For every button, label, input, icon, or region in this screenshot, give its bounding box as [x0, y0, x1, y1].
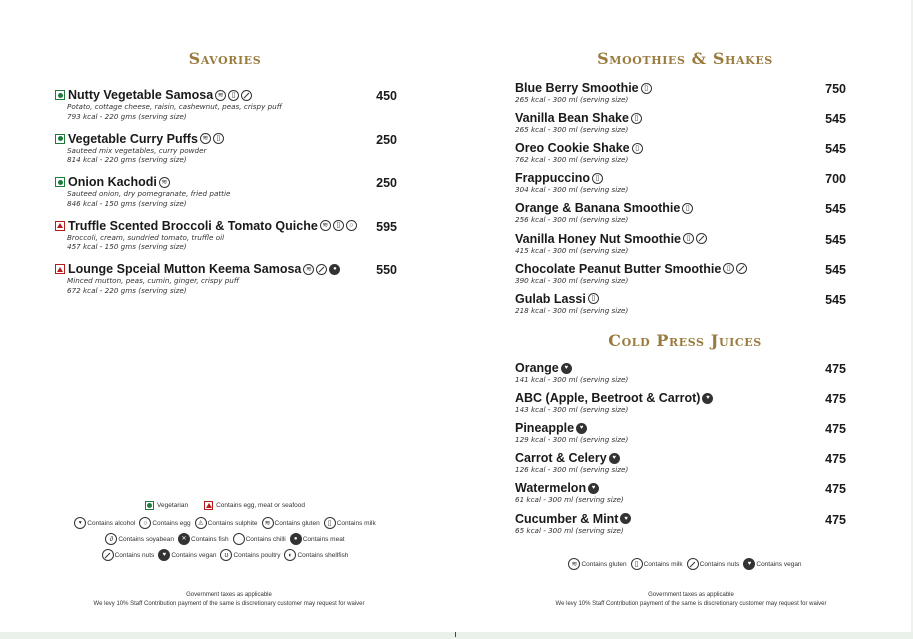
legend-entry [105, 533, 174, 545]
legend-label: Contains vegan [171, 551, 217, 559]
smoothies-title: Smoothies & Shakes [597, 49, 773, 68]
menu-item-calories: 61 kcal - 300 ml (serving size) [515, 495, 624, 505]
milk-icon [324, 517, 336, 529]
legend-label: Vegetarian [157, 502, 189, 509]
vegan-icon [158, 549, 170, 561]
legend-label: Contains alcohol [87, 519, 136, 527]
milk-icon [723, 263, 734, 274]
legend-label: Contains chilli [245, 535, 286, 543]
savories-title: Savories [188, 49, 262, 68]
menu-item-name: Lounge Spceial Mutton Keema Samosa [68, 262, 302, 276]
menu-item-name: Orange & Banana Smoothie [515, 201, 681, 216]
legend-label: Contains meat [302, 535, 345, 543]
menu-item-name: Vanilla Honey Nut Smoothie [515, 231, 681, 246]
menu-item-name: Vegetable Curry Puffs [68, 131, 198, 146]
legend-entry [178, 533, 229, 545]
menu-item [515, 451, 628, 475]
menu-item-price: 550 [376, 263, 397, 277]
footer [4, 591, 454, 608]
menu-item-calories: 129 kcal - 300 ml (serving size) [515, 435, 629, 445]
menu-item-price: 475 [825, 452, 846, 467]
egg-icon [346, 220, 357, 231]
menu-item-name-row [515, 171, 628, 185]
vegan-icon [702, 393, 713, 404]
menu-item-name-row [55, 132, 224, 146]
meat-icon [329, 264, 340, 275]
nut-icon [696, 233, 707, 244]
menu-item-name: Vanilla Bean Shake [515, 111, 629, 126]
menu-item-name-row [515, 451, 628, 465]
nonveg-icon [55, 221, 65, 231]
soy-icon [105, 533, 117, 545]
menu-item [515, 141, 643, 165]
menu-item [55, 262, 340, 295]
menu-item-name-row [55, 262, 340, 276]
milk-icon [632, 143, 643, 154]
bottom-strip [0, 632, 913, 639]
veg-icon [55, 134, 65, 144]
menu-item-price: 595 [376, 219, 397, 234]
footer-taxes: Government taxes as applicable [186, 592, 272, 598]
vegan-icon [576, 423, 587, 434]
menu-item-calories: 265 kcal - 300 ml (serving size) [515, 125, 629, 135]
menu-item-calories: 846 kcal - 150 gms (serving size) [67, 198, 187, 208]
legend-label: Contains egg [152, 519, 191, 527]
legend-entry [687, 558, 740, 570]
footer-staff-contribution-right: We levy 10% Staff Contribution payment of the same is discretionary customer may request for waiver [555, 600, 827, 607]
menu-item-price: 545 [825, 202, 846, 217]
menu-item [515, 232, 707, 256]
veg-icon [55, 177, 65, 187]
footer-right [466, 591, 913, 608]
milk-icon [631, 558, 643, 570]
nut-icon [316, 264, 327, 275]
legend-entry [195, 517, 258, 529]
milk-icon [213, 133, 224, 144]
poultry-icon [220, 549, 232, 561]
juices-title: Cold Press Juices [608, 331, 762, 350]
vegan-icon [620, 513, 631, 524]
menu-item-name: Frappuccino [515, 171, 591, 186]
menu-item-name-row [515, 111, 642, 125]
milk-icon [228, 90, 239, 101]
menu-item-name-row [515, 201, 693, 215]
milk-icon [588, 293, 599, 304]
chilli-icon [233, 533, 245, 545]
menu-item-price: 475 [825, 362, 846, 376]
menu-item-name-row [55, 219, 357, 233]
menu-item-calories: 814 kcal - 220 gms (serving size) [67, 155, 187, 164]
menu-item-name-row [515, 292, 628, 306]
menu-item [515, 171, 628, 195]
menu-item-price: 545 [825, 112, 846, 127]
menu-item-price: 545 [825, 292, 846, 307]
gluten-icon [200, 133, 211, 144]
legend-label: Contains gluten [274, 519, 320, 527]
menu-item-name: ABC (Apple, Beetroot & Carrot) [515, 391, 701, 406]
menu-item-description: Minced mutton, peas, cumin, ginger, crispy puff [67, 276, 240, 285]
menu-item-name: Watermelon [515, 481, 587, 496]
legend-label: Contains shellfish [297, 551, 349, 559]
gluten-icon [568, 558, 580, 570]
menu-item-name-row [515, 141, 643, 155]
footer-taxes-right: Government taxes as applicable [648, 592, 734, 598]
menu-item [55, 88, 282, 121]
legend-row-3 [0, 533, 450, 545]
veg-icon [55, 90, 65, 100]
legend-label: Contains gluten [581, 560, 627, 568]
legend-label: Contains milk [643, 560, 683, 568]
menu-item [55, 175, 230, 208]
shellfish-icon [284, 549, 296, 561]
menu-item-calories: 762 kcal - 300 ml (serving size) [515, 155, 629, 165]
legend-entry [139, 517, 190, 529]
menu-item-price: 545 [825, 262, 846, 277]
alcohol-icon [74, 517, 86, 529]
menu-item [515, 201, 693, 225]
menu-item-price: 545 [825, 232, 846, 247]
menu-item [515, 481, 624, 505]
legend-entry [233, 533, 286, 545]
center-fold-mark [455, 632, 456, 637]
nonveg-icon [204, 501, 213, 510]
menu-item-name-row [515, 361, 628, 375]
menu-item-price: 475 [825, 392, 846, 407]
menu-item-price: 250 [376, 132, 397, 147]
legend-label: Contains sulphite [207, 519, 258, 527]
menu-item-name: Oreo Cookie Shake [515, 141, 630, 156]
legend-entry [102, 549, 155, 561]
menu-item [515, 262, 747, 286]
nut-icon [687, 558, 699, 570]
menu-item-name-row [515, 262, 747, 276]
menu-item-name: Truffle Scented Broccoli & Tomato Quiche [68, 218, 318, 233]
menu-item-name: Blue Berry Smoothie [515, 81, 639, 95]
nonveg-icon [55, 264, 65, 274]
milk-icon [641, 83, 652, 94]
legend-entry [74, 517, 135, 529]
menu-item-calories: 415 kcal - 300 ml (serving size) [515, 245, 629, 255]
menu-item-calories: 304 kcal - 300 ml (serving size) [515, 185, 629, 195]
sulphite-icon [195, 517, 207, 529]
gluten-icon [159, 177, 170, 188]
vegan-icon [743, 558, 755, 570]
legend-label: Contains nuts [114, 551, 155, 559]
menu-item-name: Chocolate Peanut Butter Smoothie [515, 261, 722, 276]
menu-item [515, 81, 652, 105]
right-menu-page [460, 0, 910, 632]
vegan-icon [609, 453, 620, 464]
menu-item-price: 700 [825, 172, 846, 187]
menu-item-name-row [515, 81, 652, 95]
vegan-icon [561, 363, 572, 374]
menu-item-name: Carrot & Celery [515, 451, 607, 466]
menu-item-name-row [515, 232, 707, 246]
menu-item-calories: 218 kcal - 300 ml (serving size) [515, 305, 629, 315]
gluten-icon [262, 517, 274, 529]
menu-item-calories: 390 kcal - 300 ml (serving size) [515, 275, 629, 285]
menu-item [515, 421, 628, 445]
left-menu-page [0, 0, 450, 632]
menu-item [515, 292, 628, 316]
meat-icon [290, 533, 302, 545]
menu-item-description: Sauteed mix vegetables, curry powder [67, 145, 207, 155]
menu-item-price: 250 [376, 176, 397, 190]
legend-entry [158, 549, 216, 561]
legend-entry [220, 549, 280, 561]
menu-item [55, 132, 224, 165]
menu-item-name-row [515, 512, 631, 526]
gluten-icon [215, 90, 226, 101]
menu-item-calories: 256 kcal - 300 ml (serving size) [515, 215, 629, 225]
legend-entry [204, 501, 305, 510]
menu-item-price: 475 [825, 482, 846, 497]
menu-item-price: 545 [825, 142, 846, 157]
vegan-icon [588, 483, 599, 494]
legend-label: Contains nuts [699, 560, 740, 568]
menu-item-price: 750 [825, 82, 846, 96]
menu-item-calories: 265 kcal - 300 ml (serving size) [515, 95, 629, 104]
menu-item [515, 111, 642, 135]
legend-row-4 [0, 549, 450, 561]
menu-item-name: Gulab Lassi [515, 291, 586, 306]
legend-entry [290, 533, 345, 545]
legend-entry [324, 517, 376, 529]
menu-item [55, 219, 357, 252]
menu-item-name-row [515, 391, 713, 405]
menu-item-name: Pineapple [515, 421, 575, 436]
veg-icon [145, 501, 154, 510]
menu-item-name-row [515, 481, 624, 495]
legend-entry [262, 517, 320, 529]
legend-label: Contains soyabean [118, 535, 175, 543]
legend-label: Contains poultry [233, 551, 281, 559]
fish-icon [178, 533, 190, 545]
menu-item-name-row [515, 421, 628, 435]
menu-item-description: Broccoli, cream, sundried tomato, truffle oil [67, 232, 225, 242]
legend-label: Contains egg, meat or seafood [216, 502, 305, 509]
menu-item-name-row [55, 175, 230, 189]
legend-entry [631, 558, 683, 570]
gluten-icon [303, 264, 314, 275]
menu-item-calories: 143 kcal - 300 ml (serving size) [515, 405, 629, 415]
menu-item [515, 512, 631, 536]
legend-label: Contains vegan [756, 560, 802, 568]
nut-icon [241, 90, 252, 101]
menu-item-price: 450 [376, 89, 397, 103]
milk-icon [682, 203, 693, 214]
milk-icon [333, 220, 344, 231]
menu-item-calories: 793 kcal - 220 gms (serving size) [67, 111, 187, 121]
legend-row-1 [0, 501, 450, 510]
menu-item-name: Nutty Vegetable Samosa [68, 88, 214, 102]
legend-entry [568, 558, 626, 570]
menu-item-calories: 65 kcal - 300 ml (serving size) [515, 525, 624, 535]
menu-item-name: Orange [515, 361, 559, 375]
legend-entry [145, 501, 188, 510]
menu-item-price: 475 [825, 422, 846, 437]
legend-row-2 [0, 517, 450, 529]
menu-item-calories: 126 kcal - 300 ml (serving size) [515, 465, 629, 475]
menu-item-price: 475 [825, 512, 846, 527]
milk-icon [592, 173, 603, 184]
legend-entry [284, 549, 348, 561]
egg-icon [139, 517, 151, 529]
right-legend-row [460, 558, 910, 570]
menu-item-name: Onion Kachodi [68, 175, 157, 189]
legend-entry [743, 558, 801, 570]
footer-staff-contribution: We levy 10% Staff Contribution payment of the same is discretionary customer may request for waiver [93, 600, 365, 607]
menu-item-name: Cucumber & Mint [515, 511, 619, 526]
menu-item [515, 361, 628, 385]
menu-item-name-row [55, 88, 282, 102]
menu-item-description: Potato, cottage cheese, raisin, cashewnut, peas, crispy puff [67, 102, 282, 111]
milk-icon [631, 113, 642, 124]
legend-label: Contains fish [191, 535, 229, 543]
menu-item-calories: 672 kcal - 220 gms (serving size) [67, 285, 187, 295]
menu-item-description: Sauteed onion, dry pomegranate, fried pattie [67, 189, 231, 198]
nut-icon [736, 263, 747, 274]
menu-item-calories: 457 kcal - 150 gms (serving size) [67, 242, 187, 251]
gluten-icon [320, 220, 331, 231]
menu-item [515, 391, 713, 415]
menu-item-calories: 141 kcal - 300 ml (serving size) [515, 375, 629, 384]
nut-icon [102, 549, 114, 561]
legend-label: Contains milk [336, 519, 376, 527]
milk-icon [683, 233, 694, 244]
